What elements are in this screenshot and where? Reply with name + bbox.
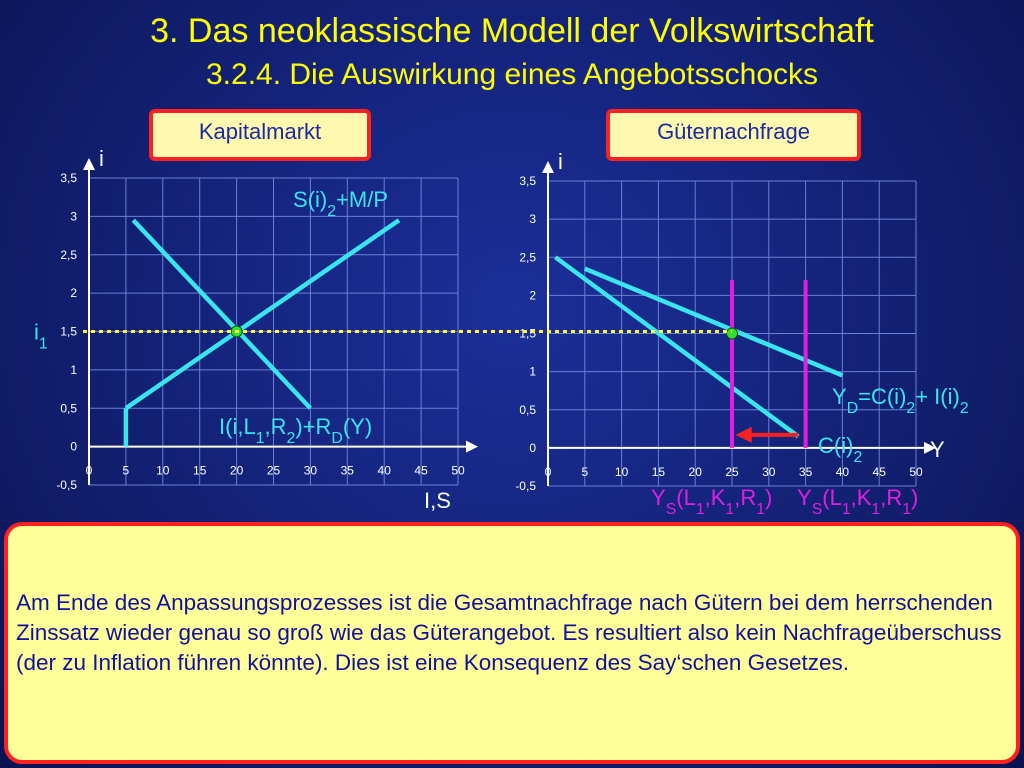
x-tick-label: 20 [229, 463, 244, 478]
y-tick-label: 3 [529, 212, 536, 227]
i1-label: $i_1$ [34, 319, 48, 352]
y-tick-label: 0 [70, 439, 77, 454]
label-investment-curve: $I(i,L_1,R_2)+R_D(Y)$ [219, 414, 373, 447]
panel-label-kapitalmarkt: Kapitalmarkt [149, 109, 371, 161]
x-tick-label: 20 [688, 464, 702, 479]
x-tick-label: 0 [544, 464, 552, 479]
label-demand-curve: $Y_D=C(i)_2+ I(i)_2$ [832, 384, 969, 417]
x-tick-label: 10 [614, 464, 629, 479]
x-tick-label: 45 [872, 464, 886, 479]
y-tick-label: 1,5 [60, 324, 77, 339]
label-supply-new: $Y_S(L_1,K_1,R_1)$ [797, 485, 919, 518]
x-tick-label: 15 [651, 464, 666, 479]
x-tick-label: 30 [762, 464, 776, 479]
series-line [133, 220, 310, 408]
y-tick-label: 3,5 [60, 171, 77, 185]
y-tick-label: 3,5 [519, 174, 536, 188]
x-tick-label: 15 [193, 463, 207, 478]
x-tick-label: 10 [156, 463, 170, 478]
slide-subtitle: 3.2.4. Die Auswirkung eines Angebotsschocks [205, 58, 819, 91]
x-tick-label: 25 [266, 463, 281, 478]
x-tick-label: 35 [340, 463, 354, 478]
explanation-text: Am Ende des Anpassungsprozesses ist die Gesamtnachfrage nach Gütern bei dem herrschenden Zinssatz wieder genau so groß wie das Güterangebot. Es resultiert also kein Nachfrageüberschuss (der zu Inflation führen könnte). Dies ist eine Konsequenz des Say‘schen Gesetzes. [16, 590, 1002, 675]
x-tick-label: 40 [377, 463, 391, 478]
y-axis-label: i [558, 149, 563, 174]
y-axis-arrow [83, 158, 95, 170]
x-tick-label: 5 [581, 464, 589, 479]
label-consumption-curve: $C(i)_2$ [818, 433, 863, 466]
y-tick-label: 2 [529, 288, 536, 303]
x-tick-label: 5 [122, 463, 130, 478]
x-tick-label: 30 [303, 463, 318, 478]
y-axis-arrow [542, 161, 554, 173]
y-tick-label: 2,5 [519, 250, 536, 265]
x-tick-label: 25 [725, 464, 739, 479]
label-supply-old: $Y_S(L_1,K_1,R_1)$ [651, 485, 773, 518]
y-tick-label: 1,5 [519, 326, 536, 341]
y-tick-label: 3 [70, 209, 77, 224]
x-axis-arrow [466, 441, 478, 453]
panel-label-gueternachfrage: Güternachfrage [606, 109, 861, 161]
x-tick-label: 40 [835, 464, 850, 479]
x-tick-label: 50 [451, 463, 465, 478]
x-axis-label: Y [930, 436, 945, 462]
y-tick-label: 1 [70, 362, 77, 377]
shift-arrow-head [736, 427, 752, 443]
x-tick-label: 0 [85, 463, 93, 478]
explanation-box [4, 522, 1020, 764]
series-line [126, 220, 399, 408]
x-tick-label: 50 [909, 464, 923, 479]
y-axis-label: i [99, 146, 104, 171]
chart-right [515, 149, 945, 493]
y-tick-label: 2,5 [60, 247, 77, 262]
y-tick-label: 1 [529, 364, 536, 379]
chart-left [56, 146, 478, 513]
y-tick-label: 0,5 [519, 402, 536, 417]
x-tick-label: 45 [414, 463, 428, 478]
label-savings-curve: $S(i)_2+M/P$ [293, 187, 388, 220]
y-tick-label: 0 [529, 440, 536, 455]
y-tick-label: 0,5 [60, 401, 77, 416]
y-tick-label: -0,5 [515, 479, 536, 493]
y-tick-label: 2 [70, 286, 77, 301]
y-tick-label: -0,5 [56, 478, 77, 492]
equilibrium-point [727, 328, 738, 339]
x-axis-label: I,S [424, 488, 451, 513]
x-tick-label: 35 [798, 464, 813, 479]
slide-title: 3. Das neoklassische Modell der Volkswirtschaft [150, 12, 874, 50]
